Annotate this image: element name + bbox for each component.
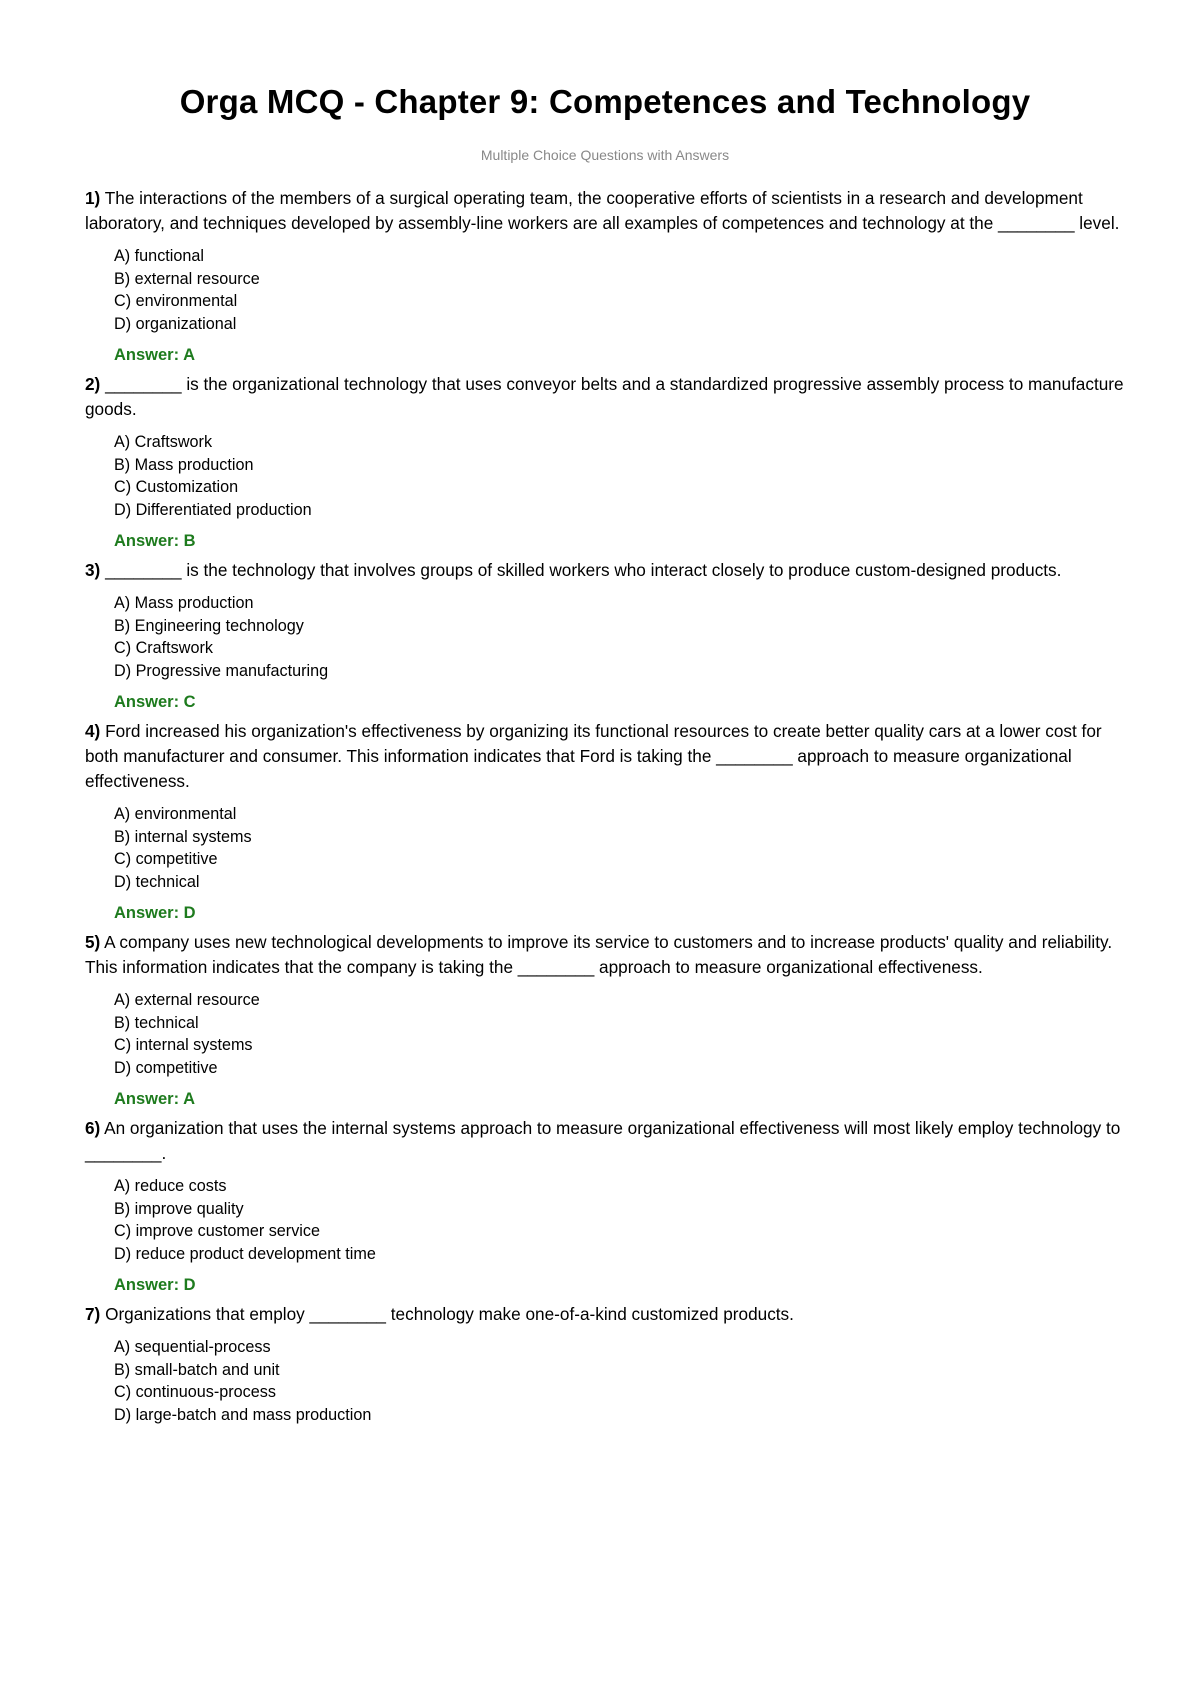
option-a: A) external resource <box>114 991 260 1009</box>
option-a: A) environmental <box>114 805 237 823</box>
option-b: B) external resource <box>114 269 260 288</box>
option-a: A) sequential-process <box>114 1338 271 1356</box>
option-c: C) Customization <box>114 478 239 496</box>
question-5 <box>85 930 1125 1110</box>
question-list <box>85 186 1125 1426</box>
question-3 <box>85 558 1125 713</box>
option-b: B) small-batch and unit <box>114 1360 280 1379</box>
question-2 <box>85 372 1125 552</box>
answer-label: Answer: A <box>114 346 195 364</box>
question-6 <box>85 1116 1125 1296</box>
option-list <box>114 1336 1125 1426</box>
question-body: ________ is the organizational technology that uses conveyor belts and a standardized progressive assembly process to manufacture goods. <box>85 374 1124 419</box>
option-list <box>114 1175 1125 1265</box>
question-text <box>85 558 1125 583</box>
question-body: A company uses new technological developments to improve its service to customers and to increase products' quality and reliability. This information indicates that the company is taking the ________ approach to measure organizational effectiveness. <box>85 932 1113 977</box>
document-title: Orga MCQ - Chapter 9: Competences and Technology <box>179 83 1031 120</box>
question-number: 5) <box>85 932 101 952</box>
answer-label: Answer: D <box>114 904 196 922</box>
option-d: D) competitive <box>114 1058 218 1077</box>
question-1 <box>85 186 1125 366</box>
option-b: B) improve quality <box>114 1199 244 1218</box>
question-body: Organizations that employ ________ technology make one-of-a-kind customized products. <box>105 1304 794 1324</box>
option-a: A) Craftswork <box>114 433 213 451</box>
option-c: C) internal systems <box>114 1036 253 1054</box>
answer-label: Answer: D <box>114 1276 196 1294</box>
question-text <box>85 372 1125 422</box>
option-c: C) environmental <box>114 292 238 310</box>
document-page <box>85 82 1125 1426</box>
answer-label: Answer: B <box>114 532 196 550</box>
option-a: A) Mass production <box>114 594 254 612</box>
answer-label: Answer: C <box>114 693 196 711</box>
option-d: D) technical <box>114 872 200 891</box>
option-c: C) continuous-process <box>114 1383 276 1401</box>
option-list <box>114 592 1125 682</box>
question-number: 6) <box>85 1118 101 1138</box>
option-list <box>114 803 1125 893</box>
option-d: D) Progressive manufacturing <box>114 661 329 680</box>
question-body: An organization that uses the internal systems approach to measure organizational effectiveness will most likely employ technology to ________. <box>85 1118 1121 1163</box>
option-list <box>114 431 1125 521</box>
question-number: 4) <box>85 721 101 741</box>
option-b: B) Mass production <box>114 455 254 474</box>
question-number: 1) <box>85 188 101 208</box>
option-a: A) reduce costs <box>114 1177 227 1195</box>
option-c: C) Craftswork <box>114 639 213 657</box>
question-7 <box>85 1302 1125 1426</box>
option-d: D) Differentiated production <box>114 500 312 519</box>
question-text <box>85 1302 1125 1327</box>
question-text <box>85 186 1125 236</box>
question-text <box>85 930 1125 980</box>
option-c: C) improve customer service <box>114 1222 320 1240</box>
option-d: D) large-batch and mass production <box>114 1405 372 1424</box>
question-body: Ford increased his organization's effectiveness by organizing its functional resources to create better quality cars at a lower cost for both manufacturer and consumer. This information indicates that Ford is taking the ________ approach to measure organizational effectiveness. <box>85 721 1102 791</box>
question-number: 2) <box>85 374 101 394</box>
question-body: ________ is the technology that involves groups of skilled workers who interact closely to produce custom-designed products. <box>105 560 1062 580</box>
option-b: B) Engineering technology <box>114 616 304 635</box>
option-d: D) organizational <box>114 314 237 333</box>
option-d: D) reduce product development time <box>114 1244 376 1263</box>
option-a: A) functional <box>114 247 204 265</box>
option-list <box>114 989 1125 1079</box>
answer-label: Answer: A <box>114 1090 195 1108</box>
option-list <box>114 245 1125 335</box>
option-b: B) technical <box>114 1013 199 1032</box>
option-b: B) internal systems <box>114 827 252 846</box>
question-4 <box>85 719 1125 924</box>
question-text <box>85 1116 1125 1166</box>
question-number: 7) <box>85 1304 101 1324</box>
document-subtitle: Multiple Choice Questions with Answers <box>480 147 730 163</box>
option-c: C) competitive <box>114 850 218 868</box>
question-text <box>85 719 1125 794</box>
question-number: 3) <box>85 560 101 580</box>
question-body: The interactions of the members of a surgical operating team, the cooperative efforts of scientists in a research and development laboratory, and techniques developed by assembly-line workers are all examples of competences and technology at the ________ level. <box>85 188 1120 233</box>
